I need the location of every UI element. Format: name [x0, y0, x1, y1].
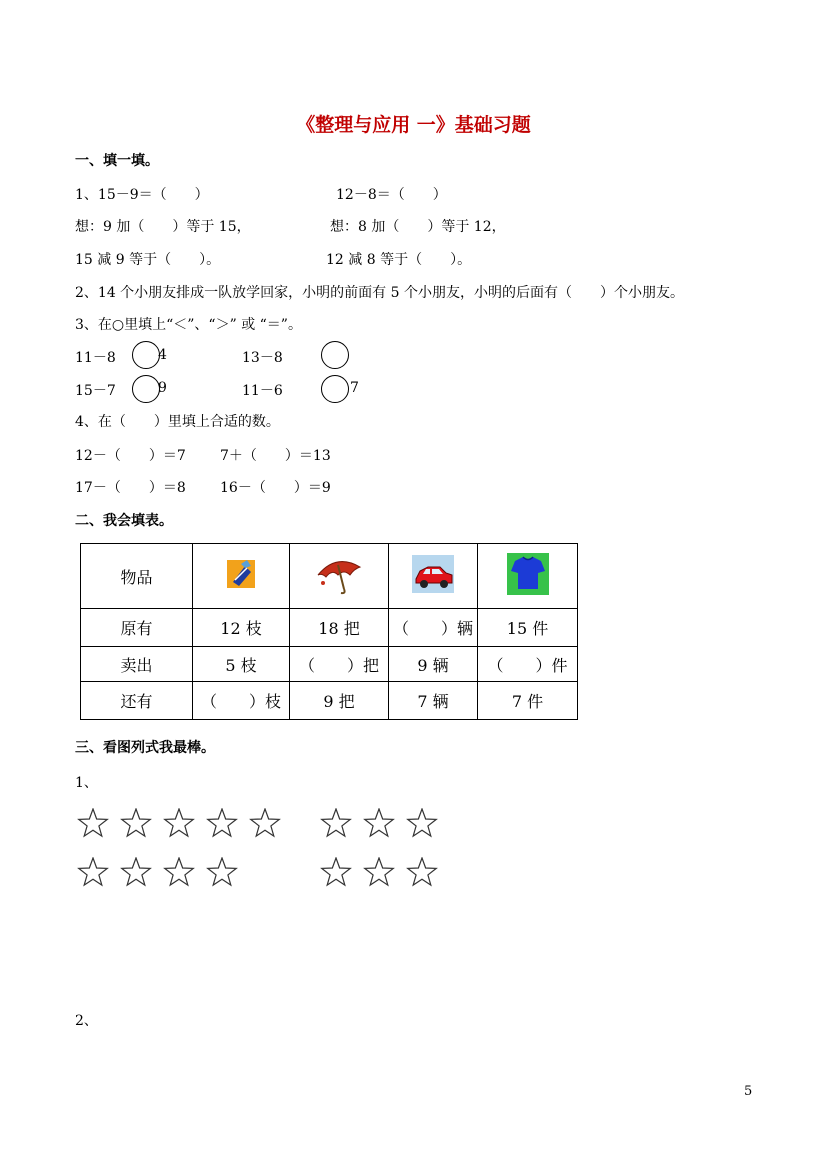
table-cell: 18 把	[290, 609, 389, 647]
table-header-label: 物品	[81, 544, 193, 609]
q3-row2-left-value: 9	[158, 380, 167, 396]
q3-row1-right-expr: 13－8	[242, 350, 283, 366]
problem-number-2: 2、	[75, 1013, 98, 1029]
q1-minus-right: 12 减 8 等于（ ）。	[326, 252, 472, 268]
row-label: 原有	[81, 609, 193, 647]
table-cell: 12 枝	[193, 609, 290, 647]
page-title: 《整理与应用 一》基础习题	[296, 114, 531, 136]
q4-eq-a: 12－（ ）＝7	[75, 448, 186, 464]
section-heading-picture: 三、看图列式我最棒。	[75, 740, 215, 756]
q4-prompt: 4、在（ ）里填上合适的数。	[75, 414, 280, 430]
q3-row1-left-value: 4	[158, 347, 167, 363]
q4-eq-b: 7＋（ ）＝13	[220, 448, 331, 464]
star-icon	[163, 808, 193, 838]
compare-circle[interactable]	[321, 375, 349, 403]
star-icon	[120, 857, 150, 887]
section-heading-fill: 一、填一填。	[75, 153, 159, 169]
row-label: 还有	[81, 682, 193, 720]
star-icon	[77, 857, 107, 887]
tshirt-icon	[478, 544, 578, 609]
q1-think-left: 想：9 加（ ）等于 15，	[75, 219, 251, 235]
problem-number-1: 1、	[75, 775, 98, 791]
q1-equation-right: 12－8＝（ ）	[336, 187, 447, 203]
q3-row2-left-expr: 15－7	[75, 383, 116, 399]
umbrella-icon	[290, 544, 389, 609]
table-cell: 5 枝	[193, 647, 290, 682]
star-icon	[163, 857, 193, 887]
star-icon	[249, 808, 279, 838]
star-icon	[120, 808, 150, 838]
table-cell: （ ）辆	[389, 609, 478, 647]
section-heading-table: 二、我会填表。	[75, 513, 173, 529]
compare-circle[interactable]	[321, 341, 349, 369]
star-icon	[320, 857, 350, 887]
q1-minus-left: 15 减 9 等于（ ）。	[75, 252, 221, 268]
table-cell: （ ）枝	[193, 682, 290, 720]
q4-eq-c: 17－（ ）＝8	[75, 480, 186, 496]
table-cell: 9 把	[290, 682, 389, 720]
q2-text: 2、14 个小朋友排成一队放学回家，小明的前面有 5 个小朋友，小明的后面有（ ）个小朋友。	[75, 285, 684, 301]
star-icon	[206, 808, 236, 838]
q1-equation-left: 1、15－9＝（ ）	[75, 187, 209, 203]
star-icon	[206, 857, 236, 887]
q3-row2-right-value: 7	[350, 380, 359, 396]
table-cell: （ ）件	[478, 647, 578, 682]
star-icon	[363, 857, 393, 887]
star-icon	[406, 857, 436, 887]
row-label: 卖出	[81, 647, 193, 682]
table-cell: （ ）把	[290, 647, 389, 682]
table-cell: 7 件	[478, 682, 578, 720]
table-cell: 9 辆	[389, 647, 478, 682]
page-number: 5	[744, 1084, 753, 1099]
star-icon	[77, 808, 107, 838]
table-cell: 15 件	[478, 609, 578, 647]
table-cell: 7 辆	[389, 682, 478, 720]
q4-eq-d: 16－（ ）＝9	[220, 480, 331, 496]
car-icon	[389, 544, 478, 609]
q1-think-right: 想：8 加（ ）等于 12，	[330, 219, 506, 235]
compare-circle[interactable]	[132, 375, 160, 403]
goods-table	[80, 543, 578, 720]
star-icon	[363, 808, 393, 838]
pencil-sharpener-icon	[193, 544, 290, 609]
star-icon	[320, 808, 350, 838]
star-icon	[406, 808, 436, 838]
q3-row1-left-expr: 11－8	[75, 350, 116, 366]
q3-prompt: 3、在○里填上“＜”、“＞” 或 “＝”。	[75, 317, 302, 333]
compare-circle[interactable]	[132, 341, 160, 369]
q3-row2-right-expr: 11－6	[242, 383, 283, 399]
